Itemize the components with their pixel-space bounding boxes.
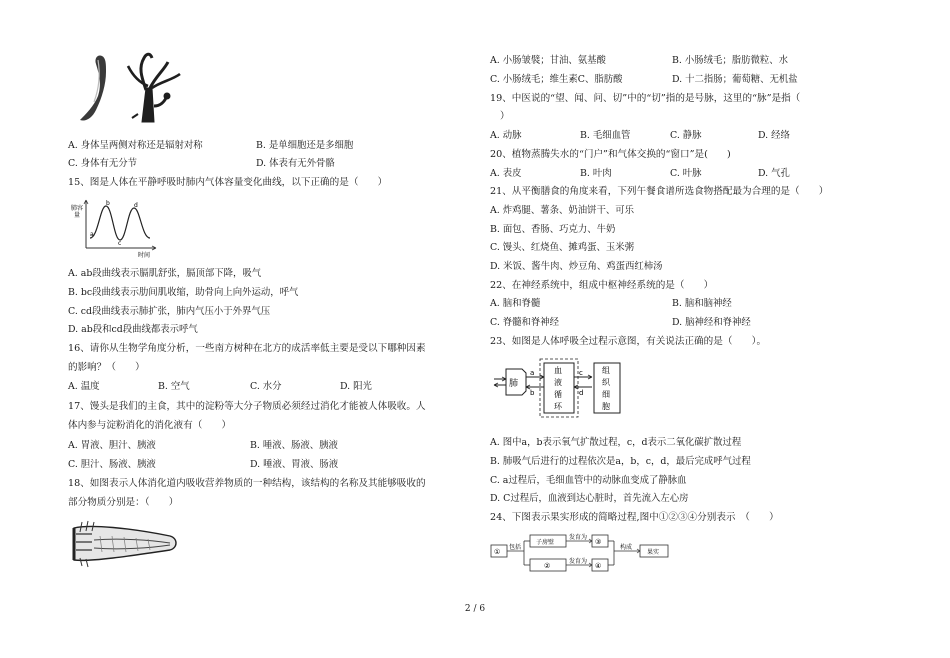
q16-option-b: B. 空气 bbox=[158, 381, 190, 392]
q24-node-1: ① bbox=[494, 548, 501, 556]
q16-stem-line1: 16、请你从生物学角度分析，一些南方树种在北方的成活率低主要是受以下哪种因素 bbox=[68, 343, 426, 354]
q14-organisms-figure bbox=[72, 48, 192, 124]
q23-option-a: A. 图中a，b表示氧气扩散过程，c，d表示二氧化碳扩散过程 bbox=[490, 437, 742, 448]
q18-option-d: D. 十二指肠；葡萄糖、无机盐 bbox=[672, 74, 798, 85]
q23-lung-label: 肺 bbox=[509, 379, 519, 389]
q18-option-a: A. 小肠皱襞；甘油、氨基酸 bbox=[490, 55, 606, 66]
q23-label-c: c bbox=[579, 369, 583, 377]
q17-option-b: B. 唾液、肠液、胰液 bbox=[250, 440, 338, 451]
q19-option-a: A. 动脉 bbox=[490, 130, 522, 141]
q23-option-c: C. a过程后，毛细血管中的动脉血变成了静脉血 bbox=[490, 475, 687, 486]
q23-option-d: D. C过程后，血液到达心脏时，首先流入左心房 bbox=[490, 493, 689, 504]
q16-option-a: A. 温度 bbox=[68, 381, 100, 392]
q21-option-b: B. 面包、香肠、巧克力、牛奶 bbox=[490, 224, 616, 235]
q17-option-c: C. 胆汁、肠液、胰液 bbox=[68, 459, 156, 470]
q23-option-b: B. 肺吸气后进行的过程依次是a，b，c，d，最后完成呼气过程 bbox=[490, 456, 751, 467]
q21-option-a: A. 炸鸡腿、薯条、奶油饼干、可乐 bbox=[490, 205, 634, 216]
q20-option-d: D. 气孔 bbox=[758, 168, 790, 179]
q15-point-a: a bbox=[90, 231, 94, 238]
q23-blood-2: 液 bbox=[554, 378, 562, 387]
q23-stem: 23、如图是人体呼吸全过程示意图，有关说法正确的是（ ）。 bbox=[490, 336, 767, 347]
q14-option-d: D. 体表有无外骨骼 bbox=[256, 158, 335, 169]
q21-stem: 21、从平衡膳食的角度来看，下列午餐食谱所选食物搭配最为合理的是（ ） bbox=[490, 186, 829, 197]
q18-villi-figure bbox=[70, 518, 180, 568]
q23-tissue-3: 细 bbox=[602, 390, 610, 399]
q15-stem: 15、图是人体在平静呼吸时肺内气体容量变化曲线，以下正确的是（ ） bbox=[68, 177, 388, 188]
q23-blood-1: 血 bbox=[554, 366, 562, 375]
q22-option-a: A. 脑和脊髓 bbox=[490, 298, 541, 309]
q24-compose-label: 构成 bbox=[620, 544, 633, 551]
q19-option-b: B. 毛细血管 bbox=[580, 130, 631, 141]
q18-option-b: B. 小肠绒毛；脂肪微粒、水 bbox=[672, 55, 788, 66]
q24-develop-2: 发育为 bbox=[569, 558, 588, 565]
q17-stem-line2: 体内参与淀粉消化的消化液有（ ） bbox=[68, 420, 232, 431]
q18-stem-line1: 18、如图表示人体消化道内吸收营养物质的一种结构，该结构的名称及其能够吸收的 bbox=[68, 478, 426, 489]
q20-option-c: C. 叶脉 bbox=[670, 168, 702, 179]
q24-fruit-label: 果实 bbox=[647, 549, 660, 556]
q14-option-a: A. 身体呈两侧对称还是辐射对称 bbox=[68, 140, 203, 151]
q24-ovary-wall: 子房壁 bbox=[536, 539, 555, 546]
q19-option-d: D. 经络 bbox=[758, 130, 790, 141]
q17-stem-line1: 17、馒头是我们的主食，其中的淀粉等大分子物质必须经过消化才能被人体吸收。人 bbox=[68, 401, 426, 412]
q14-option-b: B. 是单细胞还是多细胞 bbox=[256, 140, 354, 151]
q24-node-4: ④ bbox=[595, 562, 602, 570]
q20-stem: 20、植物蒸腾失水的“门户”和气体交换的“窗口”是( ) bbox=[490, 149, 731, 160]
q23-label-a: a bbox=[530, 369, 535, 377]
q24-develop-1: 发育为 bbox=[569, 534, 588, 541]
q15-xlabel: 时间 bbox=[138, 252, 151, 259]
q15-option-b: B. bc段曲线表示肋间肌收缩，助骨向上向外运动，呼气 bbox=[68, 287, 299, 298]
q23-respiration-figure bbox=[492, 357, 632, 423]
q15-ylabel-line1: 肺容 bbox=[71, 205, 84, 212]
q24-stem: 24、下图表示果实形成的简略过程,图中①②③④分别表示 （ ） bbox=[490, 512, 779, 523]
hydra-illustration bbox=[128, 54, 180, 122]
q23-tissue-1: 组 bbox=[602, 366, 610, 375]
q20-option-a: A. 表皮 bbox=[490, 168, 522, 179]
flatworm-illustration bbox=[80, 55, 106, 120]
q23-tissue-2: 织 bbox=[602, 378, 610, 387]
q19-stem-line1: 19、中医说的“望、闻、问、切”中的“切”指的是号脉，这里的“脉”是指（ bbox=[490, 93, 801, 104]
q22-option-c: C. 脊髓和脊神经 bbox=[490, 317, 560, 328]
q17-option-d: D. 唾液、胃液、肠液 bbox=[250, 459, 339, 470]
q23-label-d: d bbox=[579, 389, 584, 397]
q24-node-2: ② bbox=[544, 562, 551, 570]
page-number: 2 / 6 bbox=[464, 604, 486, 614]
q18-option-c: C. 小肠绒毛；维生素C、脂肪酸 bbox=[490, 74, 623, 85]
q23-tissue-4: 胞 bbox=[602, 402, 610, 411]
q23-blood-3: 循 bbox=[554, 390, 562, 399]
q15-option-a: A. ab段曲线表示膈肌舒张，膈顶部下降，吸气 bbox=[68, 268, 262, 279]
q15-point-b: b bbox=[106, 200, 110, 207]
q22-option-d: D. 脑神经和脊神经 bbox=[672, 317, 751, 328]
q19-stem-line2: ） bbox=[500, 111, 510, 122]
q16-stem-line2: 的影响？（ ） bbox=[68, 362, 145, 373]
q14-option-c: C. 身体有无分节 bbox=[68, 158, 138, 169]
q15-point-d: d bbox=[134, 202, 138, 209]
q24-fruit-formation-figure bbox=[490, 533, 710, 577]
q21-option-d: D. 米饭、酱牛肉、炒豆角、鸡蛋西红柿汤 bbox=[490, 261, 663, 272]
q15-option-c: C. cd段曲线表示肺扩张，肺内气压小于外界气压 bbox=[68, 306, 271, 317]
q19-option-c: C. 静脉 bbox=[670, 130, 702, 141]
q23-blood-4: 环 bbox=[554, 402, 562, 411]
q24-node-3: ③ bbox=[595, 538, 602, 546]
q16-option-d: D. 阳光 bbox=[340, 381, 372, 392]
q22-stem: 22、在神经系统中，组成中枢神经系统的是（ ） bbox=[490, 280, 714, 291]
q15-option-d: D. ab段和cd段曲线都表示呼气 bbox=[68, 324, 198, 335]
q15-point-c: c bbox=[118, 240, 122, 247]
q21-option-c: C. 馒头、红烧鱼、摊鸡蛋、玉米粥 bbox=[490, 242, 635, 253]
q15-ylabel-line2: 量 bbox=[74, 212, 81, 219]
q22-option-b: B. 脑和脑神经 bbox=[672, 298, 732, 309]
q16-option-c: C. 水分 bbox=[250, 381, 282, 392]
q15-volume-curve-figure bbox=[70, 198, 160, 260]
q20-option-b: B. 叶肉 bbox=[580, 168, 612, 179]
q17-option-a: A. 胃液、胆汁、胰液 bbox=[68, 440, 156, 451]
q18-stem-line2: 部分物质分别是：（ ） bbox=[68, 497, 179, 508]
q24-include-label: 包括 bbox=[509, 544, 522, 551]
q23-label-b: b bbox=[530, 389, 535, 397]
